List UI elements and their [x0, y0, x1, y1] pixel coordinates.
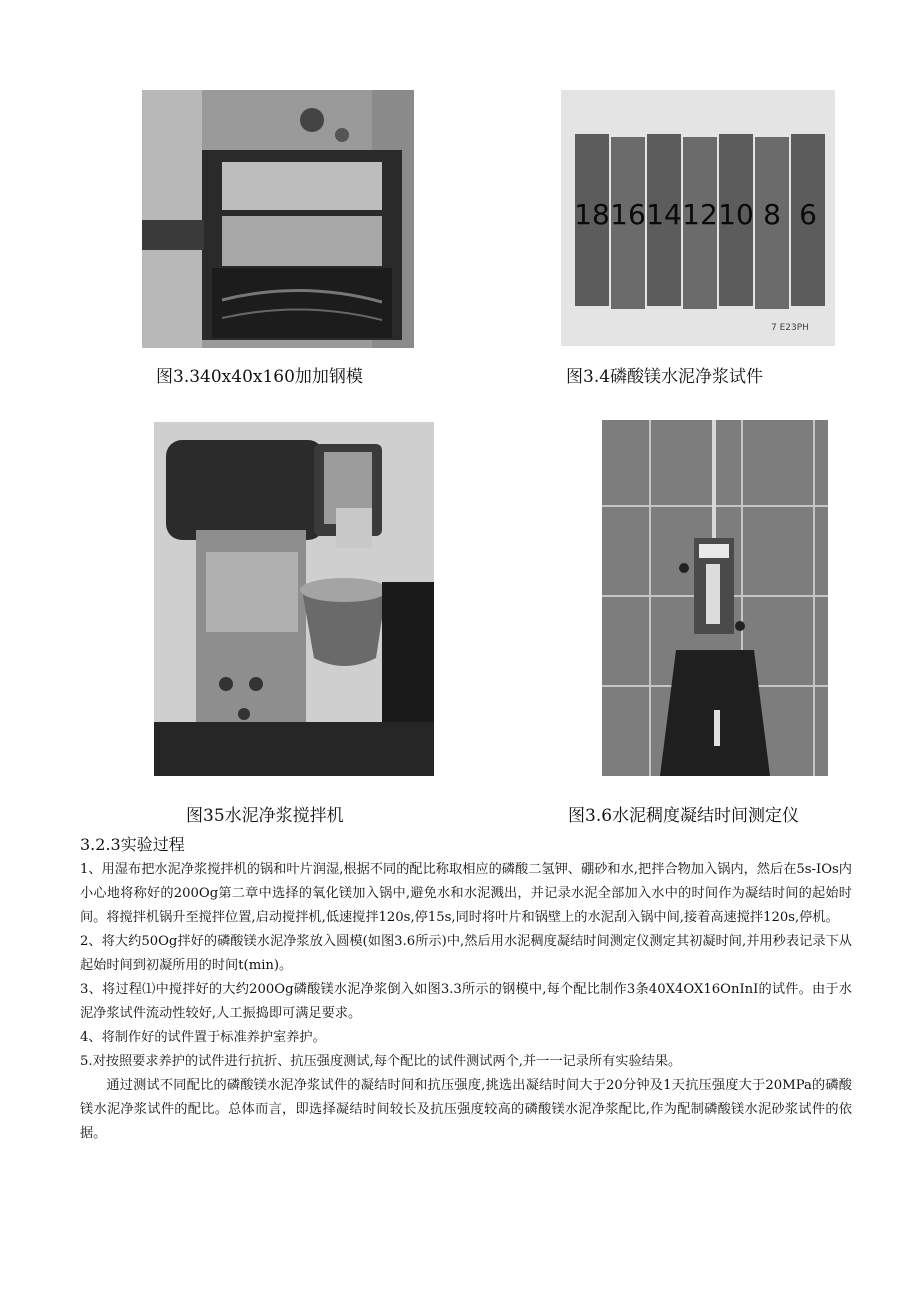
svg-text:7 E23PH: 7 E23PH: [771, 323, 809, 333]
paragraph-step-4: 4、将制作好的试件置于标准养护室养护。: [80, 1030, 326, 1045]
specimen-label: 12: [682, 198, 718, 231]
specimen-label: 8: [763, 198, 781, 231]
paragraph-step-3: 3、将过程⑴中搅拌好的大约200Og磷酸镁水泥净浆倒入如图3.3所示的钢模中,每个配比制作3条40X4OX16OnInI的试件。由于水泥净浆试件流动性较好,人工振捣即可满足要求。: [80, 982, 852, 1021]
figure-3-5-photo: [154, 422, 434, 776]
section-body: [80, 858, 852, 1146]
specimen-label: 16: [610, 198, 646, 231]
figure-3-6-photo: [602, 420, 828, 776]
figure-3-6-caption: 图3.6水泥稠度凝结时间测定仪: [568, 806, 800, 826]
specimen-label: 6: [799, 198, 817, 231]
figure-3-4-photo: [561, 90, 835, 346]
specimen-label: 18: [574, 198, 610, 231]
figure-3-3-caption: 图3.340x40x160加加钢模: [156, 367, 363, 387]
specimen-label: 14: [646, 198, 682, 231]
paragraph-step-2: 2、将大约50Og拌好的磷酸镁水泥净浆放入圆模(如图3.6所示)中,然后用水泥稠度凝结时间测定仪测定其初凝时间,并用秒表记录下从起始时间到初凝所用的时间t(min)。: [80, 934, 852, 973]
specimen-label: 10: [718, 198, 754, 231]
figure-3-4-caption: 图3.4磷酸镁水泥净浆试件: [566, 367, 764, 387]
figure-3-5-caption: 图35水泥净浆搅拌机: [186, 806, 344, 826]
figure-3-3-photo: [142, 90, 414, 348]
paragraph-step-5: 5.对按照要求养护的试件进行抗折、抗压强度测试,每个配比的试件测试两个,并一一记录所有实验结果。: [80, 1054, 682, 1069]
paragraph-step-1: 1、用湿布把水泥净浆搅拌机的锅和叶片润湿,根据不同的配比称取相应的磷酸二氢钾、硼砂和水,把拌合物加入锅内，然后在5s-IOs内小心地将称好的200Og第二章中选择的氧化镁加入锅中,避免水和水泥溅出，并记录水泥全部加入水中的时间作为凝结时间的起始时间。将搅拌机锅升至搅拌位置,启动搅拌机,低速搅拌120s,停15s,同时将叶片和锅壁上的水泥刮入锅中间,接着高速搅拌120s,停机。: [80, 862, 852, 925]
section-heading: 3.2.3实验过程: [80, 835, 185, 854]
paragraph-summary: 通过测试不同配比的磷酸镁水泥净浆试件的凝结时间和抗压强度,挑选出凝结时间大于20分钟及1天抗压强度大于20MPa的磷酸镁水泥净浆试件的配比。总体而言，即选择凝结时间较长及抗压强度较高的磷酸镁水泥净浆配比,作为配制磷酸镁水泥砂浆试件的依据。: [80, 1078, 852, 1141]
